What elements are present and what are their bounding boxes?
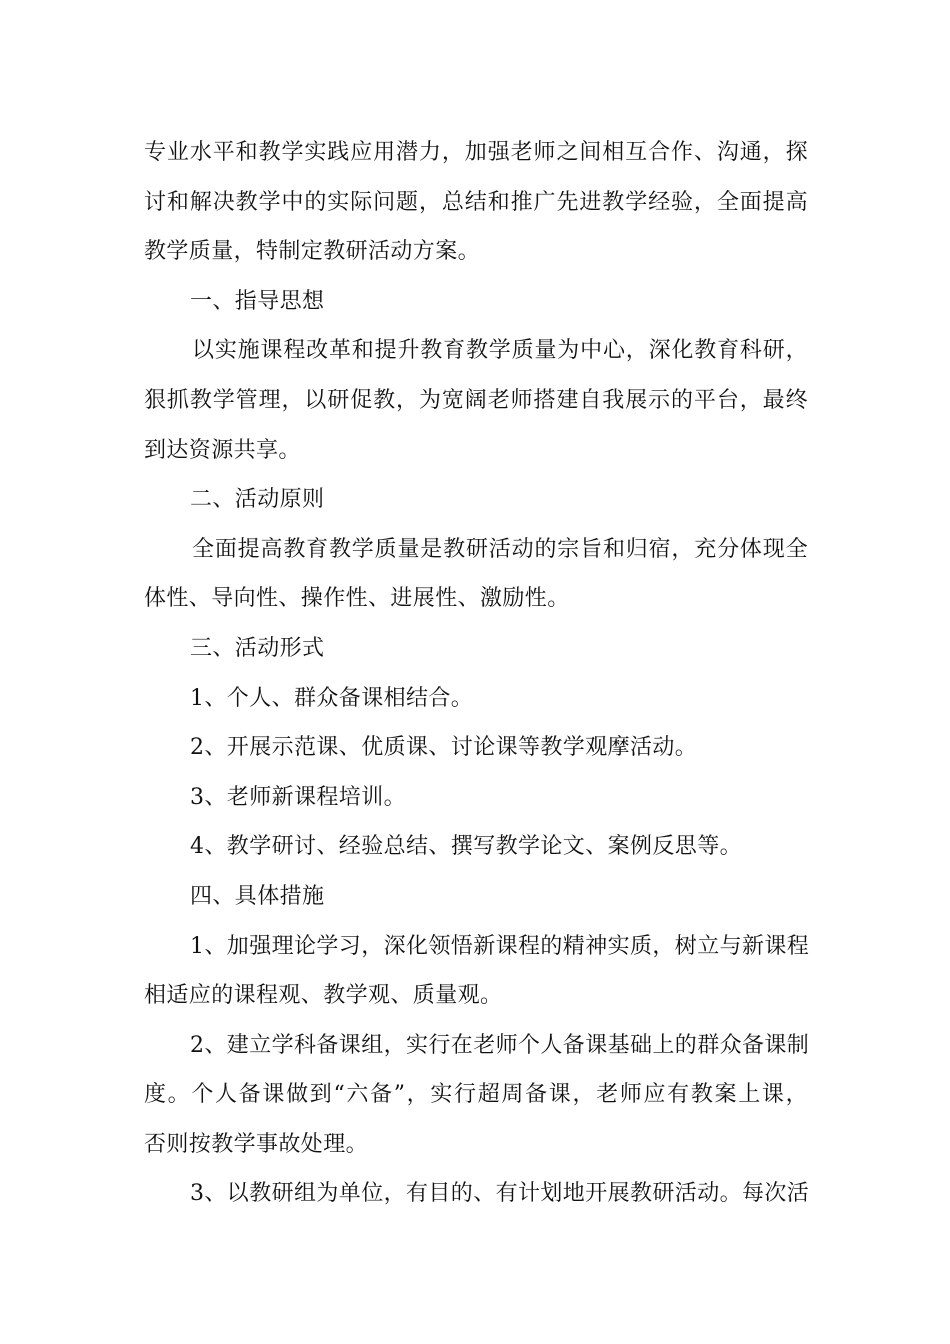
section-heading: 二、活动原则	[190, 487, 325, 513]
text-line: 以实施课程改革和提升教育教学质量为中心，深化教育科研，	[192, 338, 808, 364]
section-heading: 三、活动形式	[190, 635, 325, 661]
text-line: 专业水平和教学实践应用潜力，加强老师之间相互合作、沟通，探	[144, 140, 808, 165]
text-line: 相适应的课程观、教学观、质量观。	[144, 983, 503, 1009]
text-line: 到达资源共享。	[144, 437, 301, 463]
list-item: 4、教学研讨、经验总结、撰写教学论文、案例反思等。	[190, 834, 742, 860]
list-item: 3、老师新课程培训。	[190, 784, 406, 810]
text-line: 否则按教学事故处理。	[144, 1131, 369, 1157]
text-line: 2、建立学科备课组，实行在老师个人备课基础上的群众备课制	[190, 1032, 810, 1058]
section-heading: 一、指导思想	[190, 288, 325, 314]
text-line: 狠抓教学管理，以研促教，为宽阔老师搭建自我展示的平台，最终	[144, 387, 808, 413]
list-item: 2、开展示范课、优质课、讨论课等教学观摩活动。	[190, 735, 698, 761]
document-body	[144, 128, 808, 1219]
list-item: 1、个人、群众备课相结合。	[190, 685, 474, 711]
section-heading: 四、具体措施	[190, 883, 325, 909]
text-line: 讨和解决教学中的实际问题，总结和推广先进教学经验，全面提高	[144, 189, 808, 215]
text-line: 3、以教研组为单位，有目的、有计划地开展教研活动。每次活	[190, 1181, 810, 1207]
text-line: 全面提高教育教学质量是教研活动的宗旨和归宿，充分体现全	[192, 536, 808, 562]
text-line: 度。个人备课做到“六备”，实行超周备课，老师应有教案上课，	[144, 1082, 808, 1108]
text-line: 体性、导向性、操作性、进展性、激励性。	[144, 586, 570, 612]
text-line: 1、加强理论学习，深化领悟新课程的精神实质，树立与新课程	[190, 933, 810, 959]
text-line: 教学质量，特制定教研活动方案。	[144, 239, 481, 265]
